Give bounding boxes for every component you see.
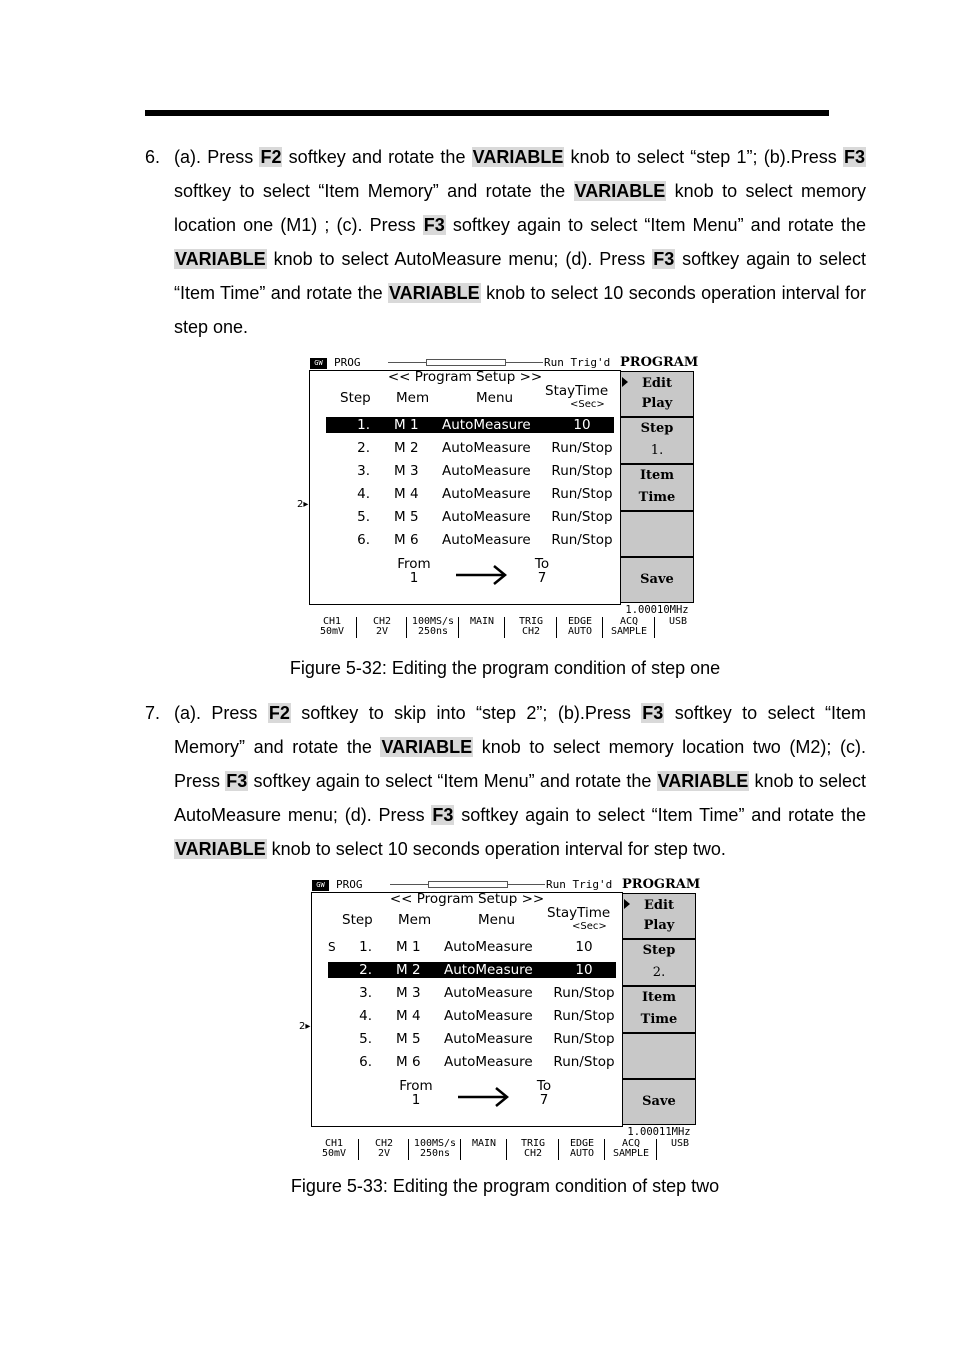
status-cell: [310, 1139, 358, 1160]
row-memory: M 3: [394, 463, 419, 479]
row-staytime: Run/Stop: [551, 532, 613, 548]
row-staytime: 10: [575, 962, 593, 978]
key-label: VARIABLE: [381, 737, 473, 757]
item-softkey[interactable]: [622, 986, 696, 1033]
status-cell-top: 100MS/s: [411, 616, 455, 627]
row-menu: AutoMeasure: [442, 440, 531, 456]
status-cell-bottom: 50mV: [321, 1148, 347, 1159]
header-staytime: StayTime: [545, 383, 609, 399]
to-value: 7: [539, 1092, 549, 1108]
key-label: F2: [268, 703, 290, 723]
status-cell-top: EDGE: [567, 616, 593, 627]
header-mem: Mem: [398, 912, 432, 928]
frequency-readout: 1.00011MHz: [627, 1126, 691, 1138]
step-6-number: 6.: [145, 147, 161, 167]
row-step: 5.: [359, 1031, 372, 1047]
save-label: Save: [642, 1094, 676, 1109]
row-memory: M 6: [396, 1054, 421, 1070]
memory-track-indicator: [426, 359, 506, 366]
table-row: [328, 939, 616, 955]
row-staytime: Run/Stop: [551, 463, 613, 479]
row-memory: M 6: [394, 532, 419, 548]
status-cell-top: EDGE: [569, 1138, 595, 1149]
memory-track-indicator: [428, 881, 508, 888]
key-label: F3: [423, 215, 445, 235]
paragraph-text: knob to select memory location two (M2); (c). Press: [174, 737, 866, 791]
table-row: [328, 1008, 616, 1024]
table-row: [326, 463, 614, 479]
edit-option: Edit: [642, 376, 672, 391]
scope-status-bar: [310, 1139, 710, 1160]
status-cell-top: TRIG: [518, 616, 544, 627]
from-field: [394, 557, 434, 585]
status-cell-bottom: SAMPLE: [610, 626, 648, 637]
status-cell-top: USB: [670, 1138, 690, 1149]
selected-indicator-icon: [622, 377, 628, 387]
step-softkey[interactable]: [622, 939, 696, 986]
paragraph-text: softkey again to select “Item Menu” and rotate the: [248, 771, 657, 791]
header-menu: Menu: [478, 912, 516, 928]
table-row: [328, 962, 616, 978]
row-step: 3.: [359, 985, 372, 1001]
status-cell-bottom: 250ns: [417, 626, 449, 637]
blank-softkey: [620, 511, 694, 557]
status-cell-bottom: CH2: [523, 1148, 543, 1159]
row-step: 1.: [357, 417, 370, 433]
paragraph-text: knob to select AutoMeasure menu; (d). Press: [174, 771, 866, 825]
status-cell: [506, 1139, 559, 1160]
frequency-readout: 1.00010MHz: [625, 604, 689, 616]
status-cell: [406, 617, 459, 638]
program-softkey-menu: [620, 355, 699, 603]
row-menu: AutoMeasure: [444, 1031, 533, 1047]
row-step: 4.: [357, 486, 370, 502]
key-label: F3: [653, 249, 675, 269]
step-6-paragraph: [145, 140, 866, 344]
brand-logo: GW: [312, 880, 329, 891]
status-cell: [358, 1139, 409, 1160]
table-row: [328, 1031, 616, 1047]
right-arrow-icon: [456, 563, 508, 587]
key-label: F2: [260, 147, 282, 167]
status-cell-bottom: 2V: [377, 1148, 391, 1159]
figure-5-32-caption: Figure 5-32: Editing the program condition of step one: [289, 658, 721, 678]
scope-screenshot-step-two: [299, 877, 710, 1160]
table-row: [326, 486, 614, 502]
from-value: 1: [411, 1092, 421, 1108]
play-option: Play: [643, 918, 675, 933]
row-menu: AutoMeasure: [442, 486, 531, 502]
key-label: VARIABLE: [472, 147, 564, 167]
row-staytime: 10: [575, 939, 593, 955]
row-menu: AutoMeasure: [442, 509, 531, 525]
status-cell-bottom: 2V: [375, 626, 389, 637]
mode-label: PROG: [336, 878, 363, 891]
channel-marker-label: 2: [299, 1021, 306, 1032]
header-step: Step: [340, 390, 371, 406]
step-value: 1.: [650, 443, 664, 458]
row-step: 6.: [357, 532, 370, 548]
row-memory: M 1: [394, 417, 419, 433]
status-cell-bottom: CH2: [521, 626, 541, 637]
blank-softkey: [622, 1033, 696, 1079]
scope-screenshot-step-one: [297, 355, 708, 638]
status-cell: [308, 617, 356, 638]
to-label: To: [534, 556, 550, 572]
row-memory: M 2: [394, 440, 419, 456]
row-menu: AutoMeasure: [444, 1008, 533, 1024]
row-step: 1.: [359, 939, 372, 955]
trigger-status: Run Trig'd: [544, 356, 611, 369]
channel-marker: 2▸: [297, 499, 309, 510]
key-label: VARIABLE: [175, 839, 266, 859]
mode-label: PROG: [334, 356, 361, 369]
step-6-text: [174, 140, 866, 344]
channel-marker: 2▸: [299, 1021, 311, 1032]
key-label: VARIABLE: [657, 771, 749, 791]
key-label: F3: [226, 771, 248, 791]
status-cell-bottom: 50mV: [319, 626, 345, 637]
key-label: F3: [432, 805, 454, 825]
row-staytime: Run/Stop: [553, 1054, 615, 1070]
row-staytime: Run/Stop: [551, 440, 613, 456]
row-memory: M 3: [396, 985, 421, 1001]
edit-option: Edit: [644, 898, 674, 913]
program-setup-panel: [299, 891, 623, 1127]
row-menu: AutoMeasure: [444, 1054, 533, 1070]
status-cell: [408, 1139, 461, 1160]
status-cell: [356, 617, 407, 638]
paragraph-text: (a). Press: [174, 147, 260, 167]
paragraph-text: softkey again to select “Item Time” and rotate the: [174, 249, 866, 303]
status-cell: [556, 617, 603, 638]
to-field: [522, 557, 562, 585]
paragraph-text: softkey to skip into “step 2”; (b).Press: [290, 703, 642, 723]
status-cell: [654, 617, 701, 638]
from-label: From: [397, 556, 431, 572]
selected-indicator-icon: [624, 899, 630, 909]
row-staytime: Run/Stop: [553, 1008, 615, 1024]
header-menu: Menu: [476, 390, 514, 406]
program-menu-title: PROGRAM: [620, 355, 699, 370]
status-cell-bottom: 250ns: [419, 1148, 451, 1159]
status-cell-top: TRIG: [520, 1138, 546, 1149]
from-label: From: [399, 1078, 433, 1094]
status-cell: [656, 1139, 703, 1160]
status-cell-top: USB: [668, 616, 688, 627]
status-cell-top: CH2: [372, 616, 392, 627]
item-softkey[interactable]: [620, 464, 694, 511]
status-cell-bottom: AUTO: [569, 1148, 595, 1159]
row-staytime: Run/Stop: [551, 509, 613, 525]
row-staytime: Run/Stop: [553, 1031, 615, 1047]
trigger-status: Run Trig'd: [546, 878, 613, 891]
header-staytime: StayTime: [547, 905, 611, 921]
status-cell-top: CH1: [322, 616, 342, 627]
row-step: 5.: [357, 509, 370, 525]
row-step: 6.: [359, 1054, 372, 1070]
step-softkey[interactable]: [620, 417, 694, 464]
step-label: Step: [640, 421, 674, 436]
program-softkey-menu: [622, 877, 701, 1125]
row-menu: AutoMeasure: [444, 939, 533, 955]
step-label: Step: [642, 943, 676, 958]
status-cell-top: MAIN: [469, 616, 495, 627]
status-cell: [504, 617, 557, 638]
row-memory: M 5: [396, 1031, 421, 1047]
paragraph-text: softkey to select “Item Memory” and rotate the: [174, 181, 574, 201]
save-label: Save: [640, 572, 674, 587]
play-option: Play: [641, 396, 673, 411]
row-staytime: Run/Stop: [551, 486, 613, 502]
row-staytime: Run/Stop: [553, 985, 615, 1001]
key-label: VARIABLE: [574, 181, 666, 201]
from-value: 1: [409, 570, 419, 586]
key-label: F3: [642, 703, 664, 723]
row-staytime: 10: [573, 417, 591, 433]
item-label: Item: [641, 990, 677, 1005]
program-setup-title: << Program Setup >>: [387, 369, 543, 385]
status-cell-bottom: AUTO: [567, 626, 593, 637]
row-menu: AutoMeasure: [442, 532, 531, 548]
from-field: [396, 1079, 436, 1107]
table-row: [326, 509, 614, 525]
row-memory: M 4: [396, 1008, 421, 1024]
row-step: 4.: [359, 1008, 372, 1024]
brand-logo: GW: [310, 358, 327, 369]
step-value: 2.: [652, 965, 666, 980]
to-value: 7: [537, 570, 547, 586]
step-pointer-icon: S: [328, 940, 336, 954]
status-cell: [458, 617, 505, 638]
program-menu-title: PROGRAM: [622, 877, 701, 892]
program-setup-title: << Program Setup >>: [389, 891, 545, 907]
table-row: [326, 440, 614, 456]
row-step: 2.: [357, 440, 370, 456]
header-mem: Mem: [396, 390, 430, 406]
edit-play-softkey[interactable]: [620, 371, 694, 417]
paragraph-text: softkey to select “Item Memory” and rotate the: [174, 703, 867, 757]
row-menu: AutoMeasure: [444, 962, 533, 978]
header-unit: <Sec>: [572, 921, 607, 932]
key-label: VARIABLE: [175, 249, 266, 269]
save-softkey[interactable]: [622, 1079, 696, 1125]
row-step: 2.: [359, 962, 372, 978]
item-label: Item: [639, 468, 675, 483]
table-row: [326, 417, 614, 433]
key-label: VARIABLE: [389, 283, 480, 303]
header-rule: [145, 110, 829, 116]
row-memory: M 2: [396, 962, 421, 978]
paragraph-text: softkey again to select “Item Time” and rotate the: [454, 805, 866, 825]
row-memory: M 5: [394, 509, 419, 525]
figure-5-33-caption: Figure 5-33: Editing the program condition of step two: [290, 1176, 720, 1196]
item-value: Time: [638, 490, 676, 505]
row-menu: AutoMeasure: [442, 417, 531, 433]
step-7-text: [174, 696, 866, 866]
paragraph-text: softkey again to select “Item Menu” and rotate the: [445, 215, 866, 235]
scope-status-bar: [308, 617, 708, 638]
edit-play-softkey[interactable]: [622, 893, 696, 939]
item-value: Time: [640, 1012, 678, 1027]
to-label: To: [536, 1078, 552, 1094]
table-row: [326, 532, 614, 548]
status-cell: [602, 617, 655, 638]
channel-marker-label: 2: [297, 499, 304, 510]
paragraph-text: knob to select AutoMeasure menu; (d). Press: [266, 249, 653, 269]
save-softkey[interactable]: [620, 557, 694, 603]
status-cell: [604, 1139, 657, 1160]
status-cell-top: CH1: [324, 1138, 344, 1149]
paragraph-text: knob to select 10 seconds operation interval for step two.: [266, 839, 726, 859]
program-setup-panel: [297, 369, 621, 605]
step-7-number: 7.: [145, 703, 161, 723]
row-menu: AutoMeasure: [444, 985, 533, 1001]
row-memory: M 4: [394, 486, 419, 502]
header-step: Step: [342, 912, 373, 928]
paragraph-text: softkey and rotate the: [282, 147, 472, 167]
paragraph-text: (a). Press: [174, 703, 268, 723]
status-cell-top: CH2: [374, 1138, 394, 1149]
header-unit: <Sec>: [570, 399, 605, 410]
step-7-paragraph: [145, 696, 866, 866]
status-cell-top: ACQ: [619, 616, 639, 627]
status-cell-bottom: SAMPLE: [612, 1148, 650, 1159]
to-field: [524, 1079, 564, 1107]
status-cell-top: 100MS/s: [413, 1138, 457, 1149]
status-cell-top: MAIN: [471, 1138, 497, 1149]
status-cell-top: ACQ: [621, 1138, 641, 1149]
row-step: 3.: [357, 463, 370, 479]
status-cell: [460, 1139, 507, 1160]
paragraph-text: knob to select 10 seconds operation interval for step one.: [174, 283, 866, 337]
table-row: [328, 985, 616, 1001]
right-arrow-icon: [458, 1085, 510, 1109]
row-menu: AutoMeasure: [442, 463, 531, 479]
table-row: [328, 1054, 616, 1070]
row-memory: M 1: [396, 939, 421, 955]
key-label: F3: [843, 147, 865, 167]
paragraph-text: knob to select memory location one (M1) ; (c). Press: [174, 181, 866, 235]
paragraph-text: knob to select “step 1”; (b).Press: [564, 147, 843, 167]
status-cell: [558, 1139, 605, 1160]
